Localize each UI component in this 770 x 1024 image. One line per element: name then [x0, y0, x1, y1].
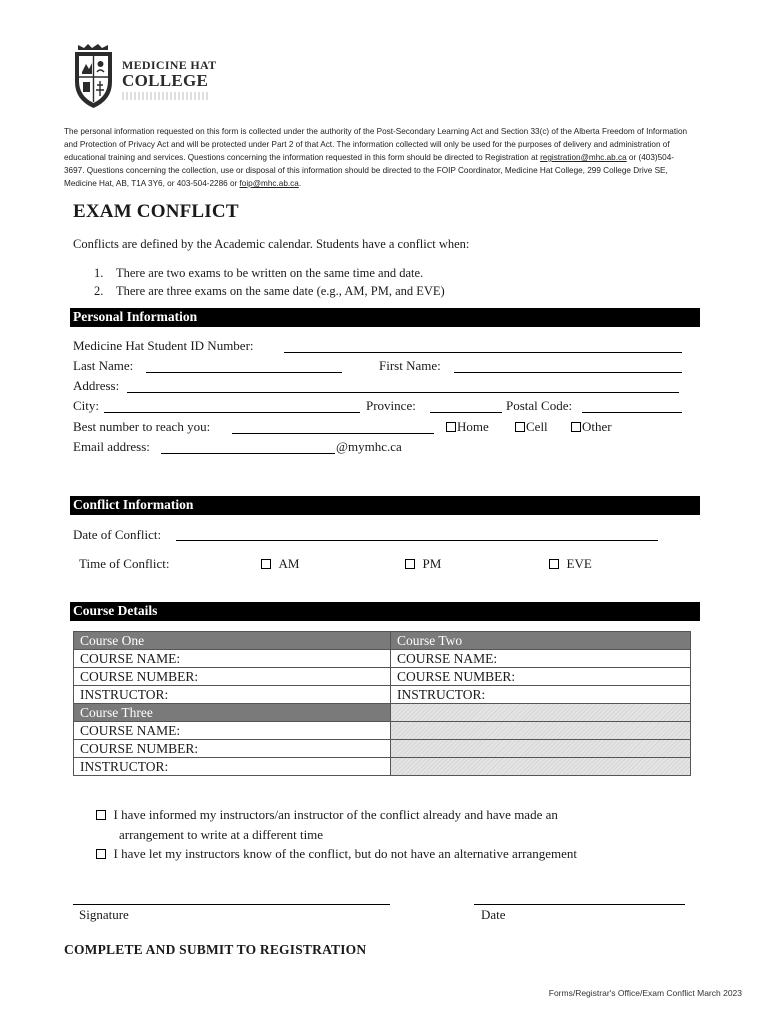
address-row: [73, 378, 119, 398]
other-option[interactable]: [571, 419, 612, 439]
eve-checkbox[interactable]: [549, 559, 559, 569]
table-row: [74, 740, 691, 758]
college-name-logo: [122, 58, 216, 91]
table-row: [74, 650, 691, 668]
arranged-label-line1: I have informed my instructors/an instructor of the conflict already and have made an: [113, 807, 558, 822]
table-row: [74, 704, 691, 722]
student-id-row: [73, 338, 254, 358]
last-name-label: Last Name:: [73, 358, 134, 373]
conflict-date-label: Date of Conflict:: [73, 527, 162, 542]
home-checkbox[interactable]: [446, 422, 456, 432]
phone-field[interactable]: [232, 433, 434, 434]
list-number: 1.: [94, 266, 104, 280]
course-details-table: [73, 631, 691, 776]
last-name-field[interactable]: [146, 372, 342, 373]
course-details-header: [70, 602, 700, 621]
address-label: Address:: [73, 378, 120, 393]
other-checkbox[interactable]: [571, 422, 581, 432]
eve-option[interactable]: [549, 556, 592, 576]
address-field[interactable]: [127, 392, 679, 393]
list-text: There are two exams to be written on the same time and date.: [116, 266, 424, 280]
home-option[interactable]: [446, 419, 489, 439]
arranged-option-cont: [119, 825, 323, 845]
first-name-label: First Name:: [379, 358, 441, 373]
postal-row: [506, 398, 572, 418]
other-label: Other: [582, 419, 612, 434]
course-two-instructor-field[interactable]: INSTRUCTOR:: [391, 686, 691, 704]
am-option[interactable]: [261, 556, 299, 576]
personal-info-heading: Personal Information: [73, 309, 198, 324]
pm-option[interactable]: [405, 556, 441, 576]
arranged-label-line2: arrangement to write at a different time: [119, 827, 324, 842]
date-label: Date: [481, 907, 506, 922]
logo-underline: [122, 92, 208, 100]
conflict-time-label: Time of Conflict:: [79, 556, 170, 571]
privacy-notice: [64, 125, 694, 190]
postal-code-field[interactable]: [582, 412, 682, 413]
home-label: Home: [457, 419, 489, 434]
student-id-field[interactable]: [284, 352, 682, 353]
cell-checkbox[interactable]: [515, 422, 525, 432]
list-item: [94, 264, 445, 282]
conflict-info-header: [70, 496, 700, 515]
notice-text-2: or (403)504-3697. Questions concerning the collection, use or disposal of this information should be directed to the FOIP Coordinator, Medicine Hat College, 299 College Drive SE, Medicine Hat, AB, T1A 3Y6, or 403-504-2286 or: [64, 153, 674, 188]
no-arrangement-option[interactable]: [96, 844, 577, 864]
table-row: [74, 632, 691, 650]
intro-text: Conflicts are defined by the Academic calendar. Students have a conflict when:: [73, 237, 470, 251]
course-two-name-field[interactable]: COURSE NAME:: [391, 650, 691, 668]
signature-field[interactable]: [73, 904, 390, 905]
list-number: 2.: [94, 284, 104, 298]
shaded-cell: [391, 758, 691, 776]
course-two-header: Course Two: [391, 632, 691, 650]
course-three-number-field[interactable]: COURSE NUMBER:: [74, 740, 391, 758]
shaded-cell: [391, 722, 691, 740]
personal-info-header: [70, 308, 700, 327]
course-one-header: Course One: [74, 632, 391, 650]
no-arrangement-label: I have let my instructors know of the conflict, but do not have an alternative arrangement: [113, 846, 578, 861]
list-item: [94, 282, 445, 300]
notice-text-1: The personal information requested on this form is collected under the authority of the Post-Secondary Learning Act and Section 33(c) of the Alberta Freedom of Information and Protection of Privacy Act and will be protected under Part 2 of that Act. The information collected will only be used for the purposes of delivery and administration of educational training and services. Questions concerning the information requested in this form should be directed to Registration at: [64, 127, 688, 162]
last-name-row: [73, 358, 133, 378]
signature-label: Signature: [79, 907, 129, 922]
shaded-cell: [391, 740, 691, 758]
foip-email-link[interactable]: foip@mhc.ab.ca: [239, 179, 299, 188]
registration-email-link[interactable]: registration@mhc.ab.ca: [540, 153, 627, 162]
course-three-header: Course Three: [74, 704, 391, 722]
first-name-row: [379, 358, 441, 378]
course-three-name-field[interactable]: COURSE NAME:: [74, 722, 391, 740]
course-one-name-field[interactable]: COURSE NAME:: [74, 650, 391, 668]
email-field[interactable]: [161, 453, 335, 454]
province-label: Province:: [366, 398, 416, 413]
submit-instruction: COMPLETE AND SUBMIT TO REGISTRATION: [64, 942, 367, 957]
email-domain: @mymhc.ca: [336, 439, 402, 454]
city-row: [73, 398, 99, 418]
course-three-instructor-field[interactable]: INSTRUCTOR:: [74, 758, 391, 776]
cell-label: Cell: [526, 419, 548, 434]
page-title: EXAM CONFLICT: [73, 201, 239, 222]
phone-label: Best number to reach you:: [73, 419, 211, 434]
phone-row: [73, 419, 210, 439]
pm-label: PM: [422, 556, 442, 571]
conflict-info-heading: Conflict Information: [73, 497, 194, 512]
arranged-checkbox[interactable]: [96, 810, 106, 820]
city-label: City:: [73, 398, 100, 413]
notice-text-3: .: [298, 179, 302, 188]
form-reference: Forms/Registrar's Office/Exam Conflict March 2023: [548, 988, 742, 998]
no-arrangement-checkbox[interactable]: [96, 849, 106, 859]
date-field[interactable]: [474, 904, 685, 905]
email-label: Email address:: [73, 439, 150, 454]
signature-caption: [79, 907, 129, 927]
logo-line-2: COLLEGE: [122, 71, 209, 90]
conflict-conditions-list: [94, 264, 445, 300]
conflict-date-field[interactable]: [176, 540, 658, 541]
logo-line-1: MEDICINE HAT: [122, 58, 217, 72]
table-row: [74, 722, 691, 740]
course-one-number-field[interactable]: COURSE NUMBER:: [74, 668, 391, 686]
table-row: [74, 758, 691, 776]
course-details-heading: Course Details: [73, 603, 158, 618]
pm-checkbox[interactable]: [405, 559, 415, 569]
course-one-instructor-field[interactable]: INSTRUCTOR:: [74, 686, 391, 704]
list-text: There are three exams on the same date (e.g., AM, PM, and EVE): [116, 284, 445, 298]
email-row: [73, 439, 150, 459]
first-name-field[interactable]: [454, 372, 682, 373]
course-two-number-field[interactable]: COURSE NUMBER:: [391, 668, 691, 686]
conflict-time-row: [79, 556, 170, 576]
province-field[interactable]: [430, 412, 502, 413]
city-field[interactable]: [104, 412, 360, 413]
postal-label: Postal Code:: [506, 398, 573, 413]
email-domain-row: [336, 439, 402, 459]
province-row: [366, 398, 416, 418]
table-row: [74, 668, 691, 686]
student-id-label: Medicine Hat Student ID Number:: [73, 338, 254, 353]
date-caption: [481, 907, 506, 927]
arranged-option[interactable]: [96, 805, 558, 825]
am-checkbox[interactable]: [261, 559, 271, 569]
eve-label: EVE: [566, 556, 592, 571]
table-row: [74, 686, 691, 704]
shaded-cell: [391, 704, 691, 722]
cell-option[interactable]: [515, 419, 548, 439]
conflict-date-row: [73, 527, 161, 547]
am-label: AM: [278, 556, 300, 571]
